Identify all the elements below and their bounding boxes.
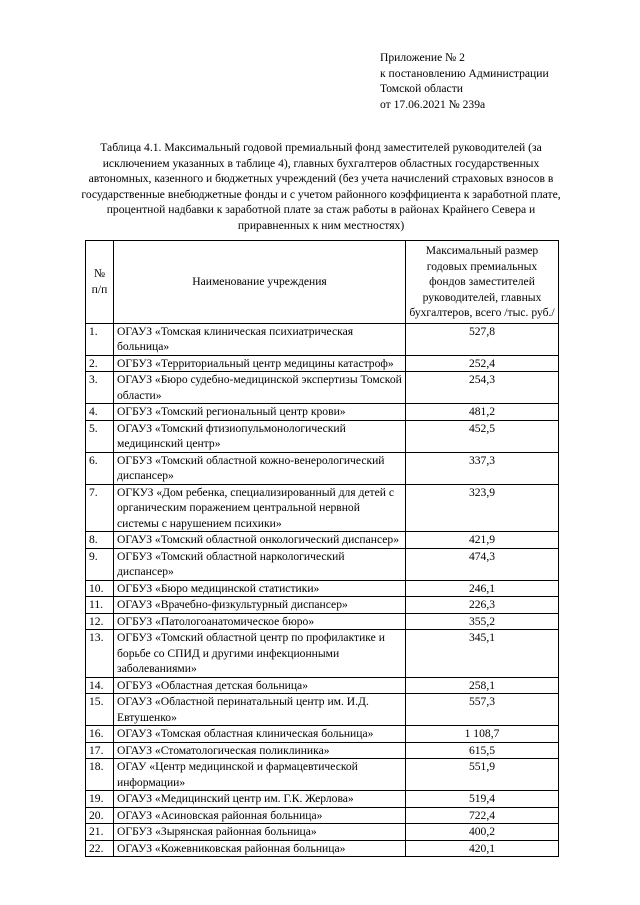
appendix-line: Приложение № 2 [380,51,465,64]
row-value: 323,9 [406,484,559,532]
row-num: 21. [86,824,114,841]
row-name: ОГБУЗ «Бюро медицинской статистики» [114,580,406,597]
row-value: 226,3 [406,597,559,614]
row-num: 4. [86,404,114,421]
table-row [86,613,559,630]
table-row [86,807,559,824]
row-num: 7. [86,484,114,532]
row-value: 722,4 [406,807,559,824]
row-name: ОГБУЗ «Патологоанатомическое бюро» [114,613,406,630]
row-value: 252,4 [406,355,559,372]
row-num: 22. [86,840,114,857]
row-num: 16. [86,726,114,743]
row-name: ОГАУЗ «Томская клиническая психиатрическая больница» [114,323,406,355]
row-name: ОГБУЗ «Областная детская больница» [114,677,406,694]
row-num: 6. [86,452,114,484]
row-value: 258,1 [406,677,559,694]
row-name: ОГАУЗ «Томский областной онкологический диспансер» [114,532,406,549]
table-header-row [86,241,559,324]
row-value: 246,1 [406,580,559,597]
row-name: ОГАУЗ «Томский фтизиопульмонологический медицинский центр» [114,420,406,452]
table-row [86,404,559,421]
table-row [86,580,559,597]
row-num: 17. [86,742,114,759]
row-value: 519,4 [406,791,559,808]
row-name: ОГАУЗ «Асиновская районная больница» [114,807,406,824]
header-name: Наименование учреждения [114,241,406,324]
row-name: ОГКУЗ «Дом ребенка, специализированный для детей с органическим поражением центральной нервной системы с нарушением психики» [114,484,406,532]
appendix-line: к постановлению Администрации [380,66,549,80]
row-num: 20. [86,807,114,824]
row-value: 337,3 [406,452,559,484]
row-name: ОГАУЗ «Областной перинатальный центр им. И.Д. Евтушенко» [114,694,406,726]
table-body [86,323,559,857]
table-row [86,840,559,857]
table-row [86,532,559,549]
row-value: 452,5 [406,420,559,452]
table-row [86,824,559,841]
table-row [86,791,559,808]
table-row [86,323,559,355]
row-value: 481,2 [406,404,559,421]
row-value: 615,5 [406,742,559,759]
row-num: 5. [86,420,114,452]
row-num: 12. [86,613,114,630]
row-num: 10. [86,580,114,597]
table-row [86,726,559,743]
row-name: ОГАУЗ «Медицинский центр им. Г.К. Жерлова» [114,791,406,808]
row-value: 527,8 [406,323,559,355]
premium-fund-table [85,240,559,857]
table-row [86,355,559,372]
row-value: 551,9 [406,759,559,791]
row-num: 1. [86,323,114,355]
row-name: ОГАУЗ «Бюро судебно-медицинской экспертизы Томской области» [114,372,406,404]
row-name: ОГБУЗ «Томский областной наркологический диспансер» [114,548,406,580]
row-num: 18. [86,759,114,791]
table-caption: Таблица 4.1. Максимальный годовой премиальный фонд заместителей руководителей (за исключением указанных в таблице 4), главных бухгалтеров областных государственных автономных, казенного и бюджетных учреждений (без учета начислений страховых взносов в государственные внебюджетные фонды и с учетом районного коэффициента к заработной плате, процентной надбавки к заработной плате за стаж работы в районах Крайнего Севера и приравненных к ним местностях) [81,141,561,232]
row-name: ОГАУЗ «Стоматологическая поликлиника» [114,742,406,759]
row-name: ОГБУЗ «Территориальный центр медицины катастроф» [114,355,406,372]
row-num: 15. [86,694,114,726]
table-row [86,694,559,726]
row-value: 254,3 [406,372,559,404]
row-num: 2. [86,355,114,372]
table-row [86,759,559,791]
row-value: 557,3 [406,694,559,726]
header-value: Максимальный размер годовых премиальных фондов заместителей руководителей, главных бухгалтеров, всего /тыс. руб./ [406,241,559,324]
row-num: 3. [86,372,114,404]
row-value: 345,1 [406,630,559,678]
appendix-line: Томской области [380,82,463,95]
table-row [86,484,559,532]
appendix-line: от 17.06.2021 № 239а [380,97,486,111]
row-value: 420,1 [406,840,559,857]
row-value: 421,9 [406,532,559,549]
row-name: ОГАУЗ «Кожевниковская районная больница» [114,840,406,857]
row-num: 19. [86,791,114,808]
row-num: 9. [86,548,114,580]
row-name: ОГАУЗ «Врачебно-физкультурный диспансер» [114,597,406,614]
table-row [86,630,559,678]
row-name: ОГБУЗ «Томский областной кожно-венерологический диспансер» [114,452,406,484]
table-row [86,372,559,404]
row-num: 13. [86,630,114,678]
row-num: 8. [86,532,114,549]
row-name: ОГАУЗ «Томская областная клиническая больница» [114,726,406,743]
row-value: 355,2 [406,613,559,630]
row-value: 400,2 [406,824,559,841]
table-row [86,548,559,580]
table-row [86,597,559,614]
appendix-block [380,50,549,112]
row-name: ОГАУ «Центр медицинской и фармацевтической информации» [114,759,406,791]
table-row [86,452,559,484]
row-name: ОГБУЗ «Томский региональный центр крови» [114,404,406,421]
table-row [86,742,559,759]
row-num: 11. [86,597,114,614]
row-name: ОГБУЗ «Зырянская районная больница» [114,824,406,841]
table-row [86,420,559,452]
header-num: № п/п [86,241,114,324]
row-name: ОГБУЗ «Томский областной центр по профилактике и борьбе со СПИД и другими инфекционными заболеваниями» [114,630,406,678]
row-num: 14. [86,677,114,694]
table-row [86,677,559,694]
row-value: 474,3 [406,548,559,580]
row-value: 1 108,7 [406,726,559,743]
